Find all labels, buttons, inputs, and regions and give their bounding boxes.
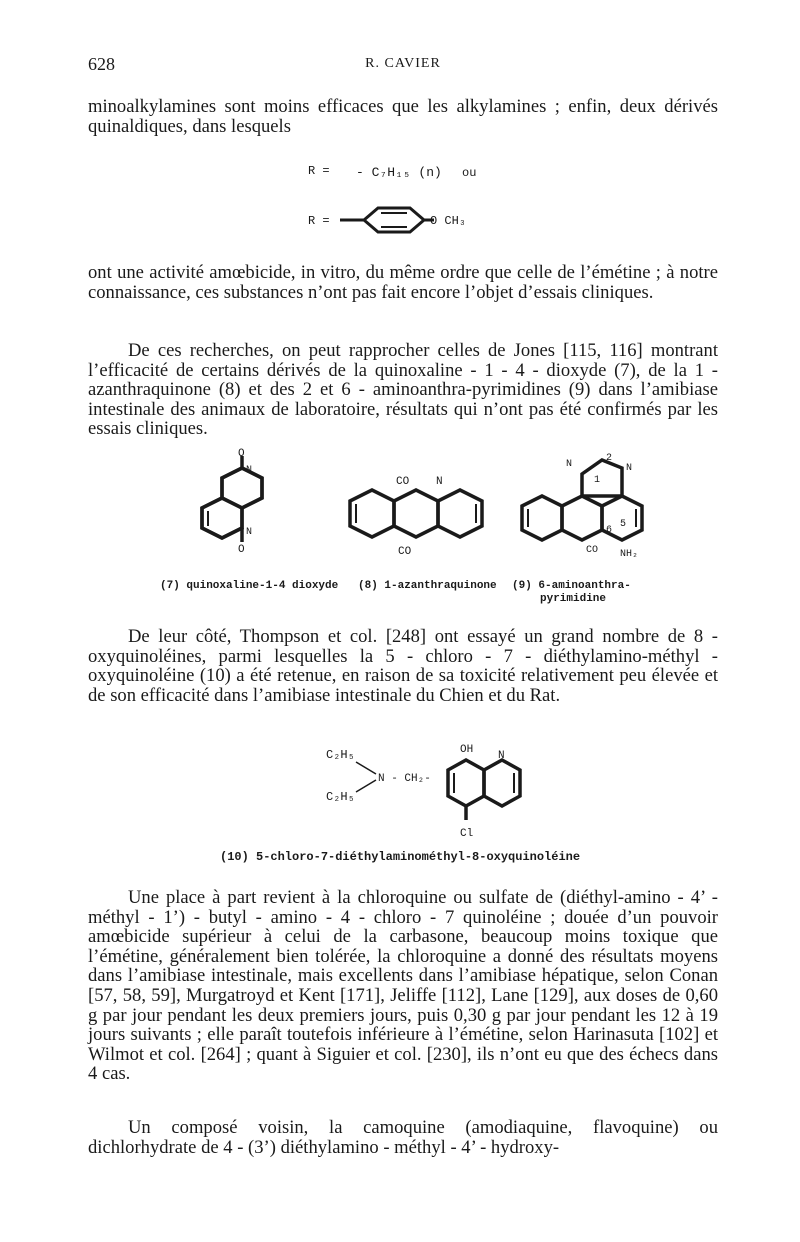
mol9-pos-6: 6 <box>606 525 613 536</box>
figure-structures-7-8-9 <box>150 446 670 580</box>
r-label: R = <box>308 164 330 178</box>
caption-9-line1: (9) 6-aminoanthra- <box>512 580 631 592</box>
caption-8: (8) 1-azanthraquinone <box>358 580 497 592</box>
mol9-pos-1: 1 <box>594 475 601 486</box>
oh-group: OH <box>460 744 474 756</box>
paragraph-5: Une place à part revient à la chloroquine ou sulfate de (diéthyl-amino - 4’ - méthyl - 1’) - butyl - amino - 4 - chloro - 7 quinoléine ; douée d’un pouvoir amœbicide supérieur à celui de la carbasone, beaucoup moins toxique que l’émétine, généralement bien tolérée, la chloroquine a donné des résultats moyens dans l’amibiase intestinale, mais excellents dans l’amibiase hépatique, selon Conan [57, 58, 59], Murgatroyd et Kent [171], Jeliffe [112], Lane [129], aux doses de 0,60 g par jour pendant les deux premiers jours, puis 0,30 g par jour pendant les 12 à 19 jours suivants ; elle paraît toutefois inférieure à l’émétine, selon Harinasuta [102] et Wilmot et col. [264] ; quant à Siguier et col. [230], ils n’ont eu que des échecs dans 4 cas. <box>88 887 718 1085</box>
paragraph-1: minoalkylamines sont moins efficaces que les alkylamines ; enfin, deux dérivés quinaldiques, dans lesquels <box>88 96 718 137</box>
mol8-n: N <box>436 476 443 488</box>
paragraph-3: De ces recherches, on peut rapprocher celles de Jones [115, 116] montrant l’efficacité de certains dérivés de la quinoxaline - 1 - 4 - dioxyde (7), de la 1 - azanthraquinone (8) et des 2 et 6 - aminoanthra-pyrimidines (9) dans l’amibiase intestinale des animaux de laboratoire, résultats qui n’ont pas été confirmés par les essais cliniques. <box>88 340 718 440</box>
r-formula <box>300 150 520 246</box>
mol7-o-top: O <box>238 448 245 460</box>
ethyl-top: C₂H₅ <box>326 748 355 762</box>
mol8-co-bottom: CO <box>398 546 412 558</box>
r-ou: ou <box>462 166 477 180</box>
paragraph-2: ont une activité amœbicide, in vitro, du même ordre que celle de l’émétine ; à notre connaissance, ces substances n’ont pas fait encore l’objet d’essais cliniques. <box>88 262 718 303</box>
mol9-n-right: N <box>626 463 633 474</box>
mol8-co-top: CO <box>396 476 410 488</box>
mol9-nh2: NH₂ <box>620 549 639 560</box>
molecule-8-drawing <box>350 490 482 537</box>
n-link: N - CH₂- <box>378 773 431 785</box>
figure-structure-10 <box>320 736 540 844</box>
mol7-o-bottom: O <box>238 544 245 556</box>
paragraph-6: Un composé voisin, la camoquine (amodiaquine, flavoquine) ou dichlorhydrate de 4 - (3’) diéthylamino - méthyl - 4’ - hydroxy- <box>88 1117 718 1158</box>
caption-7: (7) quinoxaline-1-4 dioxyde <box>160 580 339 592</box>
caption-10: (10) 5-chloro-7-diéthylaminométhyl-8-oxyquinoléine <box>220 850 581 864</box>
phenyl-ring <box>340 208 434 232</box>
ethyl-bottom: C₂H₅ <box>326 790 355 804</box>
r-heptyl: - C₇H₁₅ (n) <box>356 165 442 180</box>
mol7-n-top: N <box>246 465 253 476</box>
molecule-7-drawing <box>202 456 262 542</box>
page-number: 628 <box>88 54 115 74</box>
caption-9-line2: pyrimidine <box>540 593 607 605</box>
page-header <box>88 54 718 80</box>
r2-methoxy: O CH₃ <box>430 214 467 228</box>
mol7-n-bottom: N <box>246 527 253 538</box>
running-head: R. CAVIER <box>365 56 441 71</box>
quinoline-rings <box>448 760 520 820</box>
paragraph-4: De leur côté, Thompson et col. [248] ont essayé un grand nombre de 8 - oxyquinoléines, parmi lesquelles la 5 - chloro - 7 - diéthylamino-méthyl - oxyquinoléine (10) a été retenue, en raison de sa toxicité relativement peu élevée et de son efficacité dans l’amibiase intestinale du Chien et du Rat. <box>88 626 718 706</box>
ring-nitrogen: N <box>498 750 505 762</box>
r2-label: R = <box>308 214 330 228</box>
mol9-co: CO <box>586 545 599 556</box>
mol9-n-left: N <box>566 459 573 470</box>
mol9-pos-2: 2 <box>606 453 613 464</box>
mol9-pos-5: 5 <box>620 519 627 530</box>
chloro-group: Cl <box>460 828 474 840</box>
